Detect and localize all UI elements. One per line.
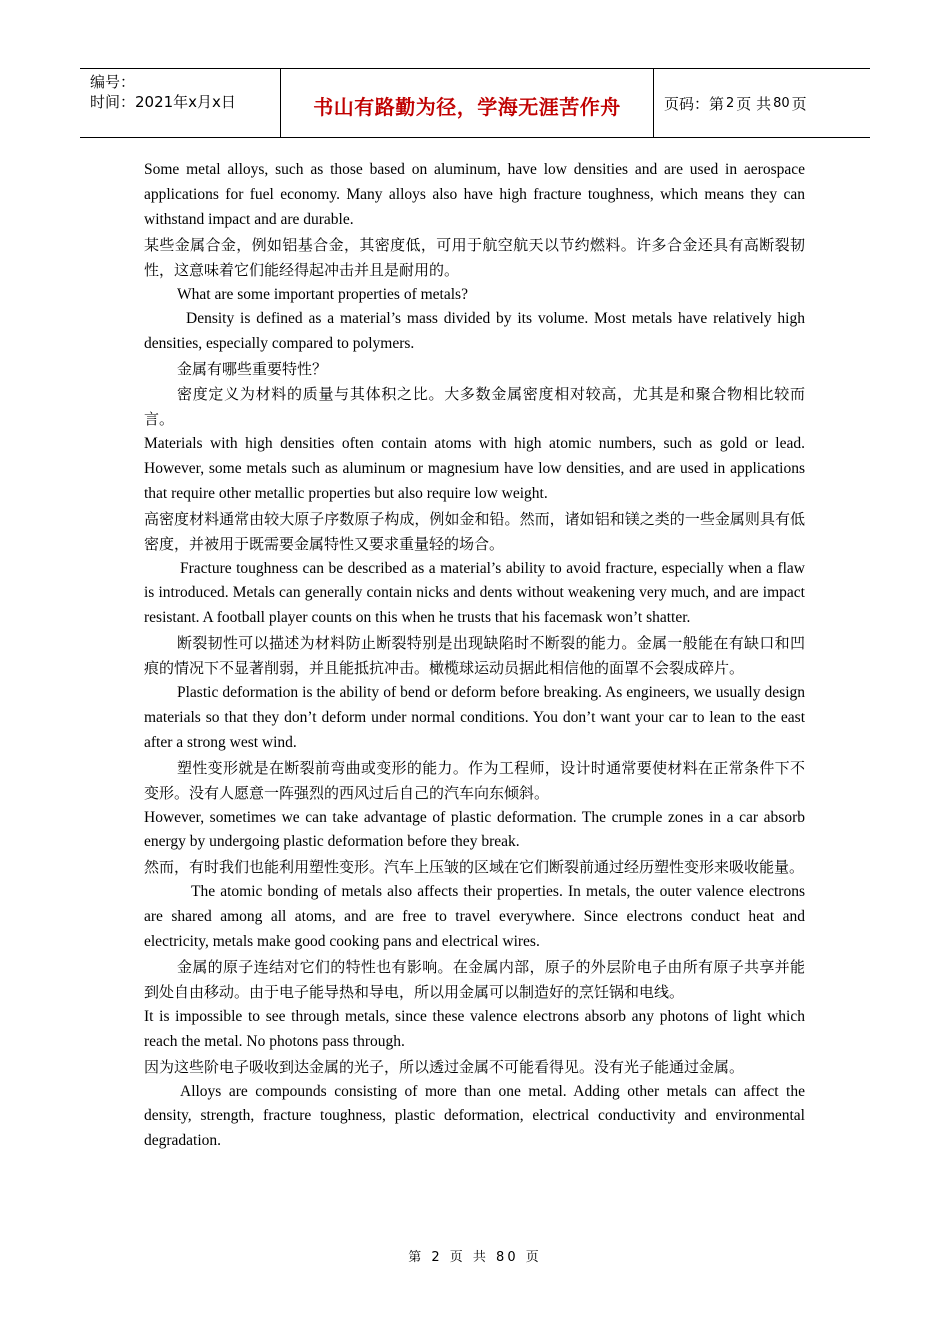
page-mid: 页 共 — [736, 94, 772, 113]
paragraph-zh: 然而，有时我们也能利用塑性变形。汽车上压皱的区域在它们断裂前通过经历塑性变形来吸收能量。 — [144, 858, 805, 877]
page-prefix: 页码：第 — [664, 94, 725, 113]
paragraph-zh: 某些金属合金，例如铝基合金，其密度低，可用于航空航天以节约燃料。许多合金还具有高断裂韧性，这意味着它们能经得起冲击并且是耐用的。 — [144, 235, 805, 279]
paragraph-en: Some metal alloys, such as those based on aluminum, have low densities and are used in aerospace applications for fuel economy. Many alloys also have high fracture toughness, which means they can withstand impact and are durable. — [144, 161, 805, 228]
section-question-en: What are some important properties of metals? — [177, 285, 468, 303]
paragraph-zh: 断裂韧性可以描述为材料防止断裂特别是出现缺陷时不断裂的能力。金属一般能在有缺口和凹痕的情况下不显著削弱，并且能抵抗冲击。橄榄球运动员据此相信他的面罩不会裂成碎片。 — [144, 634, 805, 678]
page-total: 80 — [773, 95, 790, 111]
header-info-cell — [80, 69, 281, 137]
serial-number-label: 编号： — [90, 73, 136, 91]
paragraph-en: Alloys are compounds consisting of more than one metal. Adding other metals can affect the density, strength, fracture toughness, plastic deformation, electrical conductivity and environmental degradation. — [144, 1082, 805, 1150]
header-motto: 书山有路勤为径，学海无涯苦作舟 — [281, 69, 654, 137]
paragraph-zh: 密度定义为材料的质量与其体积之比。大多数金属密度相对较高，尤其是和聚合物相比较而言。 — [144, 385, 805, 429]
section-question-zh: 金属有哪些重要特性？ — [177, 360, 328, 379]
paragraph-en: Plastic deformation is the ability of bend or deform before breaking. As engineers, we usually design materials so that they don’t deform under normal conditions. You don’t want your car to lean to the east after a strong west wind. — [144, 684, 805, 751]
paragraph-en: However, sometimes we can take advantage of plastic deformation. The crumple zones in a car absorb energy by undergoing plastic deformation before they break. — [144, 808, 805, 851]
paragraph-zh: 塑性变形就是在断裂前弯曲或变形的能力。作为工程师，设计时通常要使材料在正常条件下不变形。没有人愿意一阵强烈的西风过后自己的汽车向东倾斜。 — [144, 758, 805, 802]
paragraph-en: The atomic bonding of metals also affects their properties. In metals, the outer valence electrons are shared among all atoms, and are free to travel everywhere. Since electrons conduct heat and electricity, metals make good cooking pans and electrical wires. — [144, 883, 805, 951]
paragraph-en: Materials with high densities often contain atoms with high atomic numbers, such as gold or lead. However, some metals such as aluminum or magnesium have low densities, and are used in applications that require other metallic properties but also require low weight. — [144, 434, 805, 502]
date-line: 时间：2021年x月x日 — [90, 93, 236, 111]
document-body — [144, 158, 805, 1154]
page-current: 2 — [726, 95, 735, 111]
paragraph-zh: 高密度材料通常由较大原子序数原子构成，例如金和铅。然而，诸如铝和镁之类的一些金属则具有低密度，并被用于既需要金属特性又要求重量轻的场合。 — [144, 509, 805, 553]
page-header — [80, 68, 870, 138]
paragraph-en: It is impossible to see through metals, since these valence electrons absorb any photons of light which reach the metal. No photons pass through. — [144, 1007, 805, 1050]
paragraph-zh: 因为这些阶电子吸收到达金属的光子，所以透过金属不可能看得见。没有光子能通过金属。 — [144, 1057, 745, 1076]
paragraph-en: Density is defined as a material’s mass divided by its volume. Most metals have relatively high densities, especially compared to polymers. — [144, 310, 805, 353]
paragraph-en: Fracture toughness can be described as a material’s ability to avoid fracture, especially when a flaw is introduced. Metals can generally contain nicks and dents without weakening very much, and are impact resistant. A football player counts on this when he trusts that his facemask won’t shatter. — [144, 559, 805, 627]
header-page-number — [654, 69, 870, 137]
page-footer: 第 2 页 共 80 页 — [408, 1250, 542, 1265]
page-suffix: 页 — [791, 94, 807, 113]
paragraph-zh: 金属的原子连结对它们的特性也有影响。在金属内部，原子的外层阶电子由所有原子共享并能到处自由移动。由于电子能导热和导电，所以用金属可以制造好的烹饪锅和电线。 — [144, 958, 805, 1001]
